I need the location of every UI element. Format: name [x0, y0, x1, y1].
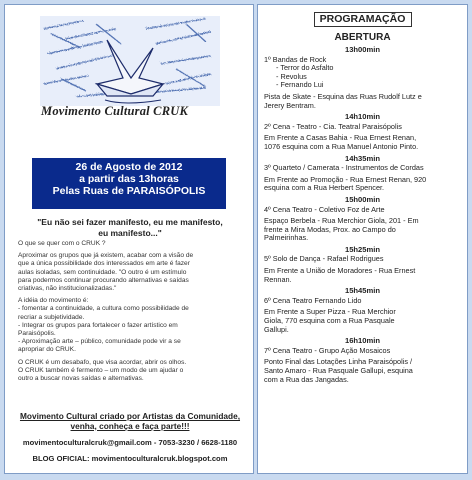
question: O que se quer com o CRUK ? [18, 240, 106, 247]
schedule-time: 15h25min [344, 244, 381, 254]
schedule-title: PROGRAMAÇÃO [314, 12, 412, 27]
schedule-item [264, 113, 461, 151]
schedule-act: 5º Solo de Dança - Rafael Rodrigues [264, 254, 384, 264]
schedule-place: Palmeirinhas. [264, 233, 309, 243]
event-time: a partir das 13horas [79, 173, 179, 185]
schedule-place: esquina com a Rua Herbert Spencer. [264, 183, 385, 193]
schedule-sub-act: - Fernando Lui [276, 80, 324, 90]
schedule-place: Gallupi. [264, 324, 289, 334]
schedule-act: 7º Cena Teatro - Grupo Ação Mosaicos [264, 345, 391, 355]
schedule-time: 13h00min [344, 45, 381, 54]
manifesto-quote: "Eu não sei fazer manifesto, eu me manifesto, eu manifesto..." [37, 217, 223, 238]
schedule-place: 1076 esquina com a Rua Manuel Antonio Pinto. [264, 141, 419, 151]
schedule-place: Jerery Bentram. [264, 100, 316, 110]
logo-title: Movimento Cultural CRUK [41, 104, 188, 118]
contact-info: movimentoculturalcruk@gmail.com - 7053-3230 / 6628-1180 [22, 438, 238, 448]
paragraph-3: O CRUK é um desabafo, que visa acordar, abrir os olhos. O CRUK também é fermento – um modo de um ajudar o outro a buscar novas saídas e alternativas. [18, 358, 187, 383]
schedule-act: 3º Quarteto / Camerata - Instrumentos de Cordas [264, 163, 424, 173]
schedule-sub-act: - Terror do Asfalto [276, 63, 334, 73]
schedule-place: Rennan. [264, 274, 292, 284]
schedule-panel [257, 4, 468, 474]
schedule-act: 4º Cena Teatro - Coletivo Foz de Arte [264, 204, 385, 214]
schedule-item [264, 46, 461, 110]
schedule-place: Em Frente ao Promoção - Rua Ernest Renan, 920 [264, 174, 427, 184]
event-location: Pelas Ruas de PARAISÓPOLIS [52, 185, 206, 197]
footer-line-1: Movimento Cultural criado por Artistas da Comunidade, [19, 411, 241, 421]
event-date: 26 de Agosto de 2012 [75, 161, 183, 173]
left-flyer-panel [4, 4, 254, 474]
schedule-place: Giola, 770 esquina com a Rua Pasquale [264, 316, 395, 326]
schedule-place: frente a Mira Modas, Prox. ao Campo do [264, 224, 396, 234]
manifesto-body [18, 240, 244, 387]
event-date-banner [32, 158, 226, 209]
schedule-sub-act: - Revolus [276, 71, 307, 81]
blog-link[interactable]: BLOG OFICIAL: movimentoculturalcruk.blogspot.com [32, 453, 228, 463]
schedule-item [264, 337, 461, 384]
schedule-place: Ponto Final das Lotações Linha Paraisópolis / [264, 357, 413, 367]
schedule-item [264, 287, 461, 334]
footer [9, 412, 251, 463]
schedule-time: 15h45min [344, 286, 381, 296]
schedule-act: 2º Cena - Teatro - Cia. Teatral Paraisópolis [264, 121, 402, 131]
section-title: ABERTURA [334, 32, 391, 43]
schedule-item [264, 155, 461, 193]
schedule-place: Santo Amaro - Rua Pasquale Gallupi, esquina [264, 366, 413, 375]
schedule-list [264, 46, 461, 384]
schedule-act: 1º Bandas de Rock [264, 54, 327, 64]
schedule-time: 14h35min [344, 153, 381, 163]
schedule-place: Em Frente a Super Pizza - Rua Merchior [264, 307, 396, 317]
schedule-time: 16h10min [344, 336, 381, 346]
schedule-item [264, 246, 461, 284]
schedule-place: com a Rua das Jangadas. [264, 374, 349, 384]
schedule-time: 15h00min [344, 194, 381, 204]
paragraph-1: Aproximar os grupos que já existem, acabar com a visão de que a única possibilidade dos interessados em arte é fazer aulas isoladas, sem continuidade. "O outro é um estímulo para podermos continuar procurando alternativas e saídas criativas, não institucionalizadas." [18, 252, 194, 293]
paragraph-2: A idéia do movimento é: - fomentar a continuidade, a cultura como possibilidade de recriar a subjetividade. - Integrar os grupos para fortalecer o fazer artístico em Paraisópolis. - Aproximação arte – público, comunidade pode vir a se apropriar do CRUK. [18, 297, 189, 354]
schedule-place: Em Frente a União de Moradores - Rua Ernest [264, 266, 416, 276]
schedule-act: 6º Cena Teatro Fernando Lido [264, 295, 362, 305]
footer-line-2: venha, conheça e faça parte!!! [70, 420, 190, 431]
schedule-time: 14h10min [344, 112, 381, 122]
schedule-place: Em Frente a Casas Bahia - Rua Ernest Renan, [264, 133, 417, 143]
schedule-place: Espaço Berbela - Rua Merchior Giola, 201 - Em [264, 216, 419, 226]
schedule-item [264, 196, 461, 243]
schedule-place: Pista de Skate - Esquina das Ruas Rudolf Lutz e [264, 91, 422, 101]
